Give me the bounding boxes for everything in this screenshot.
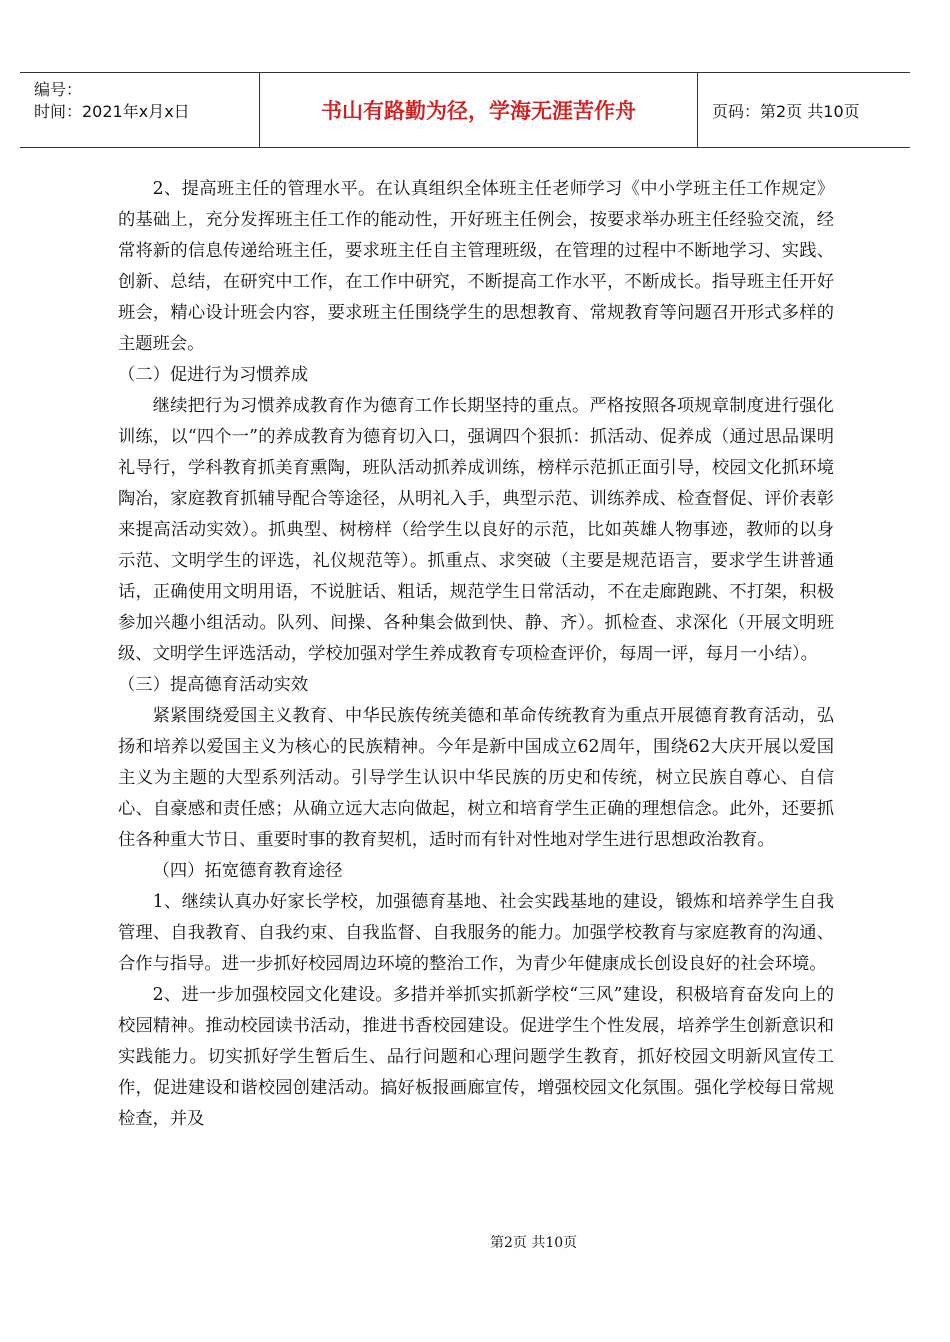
paragraph-habits: 继续把行为习惯养成教育作为德育工作长期坚持的重点。严格按照各项规章制度进行强化训练，以“四个一”的养成教育为德育切入口，强调四个狠抓：抓活动、促养成（通过思品课明礼导行，学科教育抓美育熏陶，班队活动抓养成训练，榜样示范抓正面引导，校园文化抓环境陶冶，家庭教育抓辅导配合等途径，从明礼入手，典型示范、训练养成、检查督促、评价表彰来提高活动实效）。抓典型、树榜样（给学生以良好的示范，比如英雄人物事迹，教师的以身示范、文明学生的评选，礼仪规范等）。抓重点、求突破（主要是规范语言，要求学生讲普通话，正确使用文明用语，不说脏话、粗话，规范学生日常活动，不在走廊跑跳、不打架，积极参加兴趣小组活动。队列、间操、各种集会做到快、静、齐）。抓检查、求深化（开展文明班级、文明学生评选活动，学校加强对学生养成教育专项检查评价，每周一评，每月一小结）。 xyxy=(118,396,834,664)
section-heading-4: （四）拓宽德育教育途径 xyxy=(152,861,343,881)
page-header xyxy=(20,72,910,148)
paragraph-parent-school: 1、继续认真办好家长学校，加强德育基地、社会实践基地的建设，锻炼和培养学生自我管理、自我教育、自我约束、自我监督、自我服务的能力。加强学校教育与家庭教育的沟通、合作与指导。进一步抓好校园周边环境的整治工作，为青少年健康成长创设良好的社会环境。 xyxy=(118,892,834,974)
doc-code-label: 编号： xyxy=(34,80,83,99)
paragraph-activities: 紧紧围绕爱国主义教育、中华民族传统美德和革命传统教育为重点开展德育教育活动，弘扬和培养以爱国主义为核心的民族精神。今年是新中国成立62周年，围绕62大庆开展以爱国主义为主题的大型系列活动。引导学生认识中华民族的历史和传统，树立民族自尊心、自信心、自豪感和责任感；从确立远大志向做起，树立和培育学生正确的理想信念。此外，还要抓住各种重大节日、重要时事的教育契机，适时而有针对性地对学生进行思想政治教育。 xyxy=(118,706,834,850)
document-body xyxy=(118,174,834,1135)
doc-date-label: 时间：2021年x月x日 xyxy=(34,102,190,121)
paragraph-class-teacher: 2、提高班主任的管理水平。在认真组织全体班主任老师学习《中小学班主任工作规定》的基础上，充分发挥班主任工作的能动性，开好班主任例会，按要求举办班主任经验交流，经常将新的信息传递给班主任，要求班主任自主管理班级，在管理的过程中不断地学习、实践、创新、总结，在研究中工作，在工作中研究，不断提高工作水平，不断成长。指导班主任开好班会，精心设计班会内容，要求班主任围绕学生的思想教育、常规教育等问题召开形式多样的主题班会。 xyxy=(118,179,834,354)
section-heading-2: （二）促进行为习惯养成 xyxy=(118,365,309,385)
page-footer: 第2页 共10页 xyxy=(490,1235,578,1251)
paragraph-campus-culture: 2、进一步加强校园文化建设。多措并举抓实抓新学校“三风”建设，积极培育奋发向上的校园精神。推动校园读书活动，推进书香校园建设。促进学生个性发展，培养学生创新意识和实践能力。切实抓好学生暂后生、品行问题和心理问题学生教育，抓好校园文明新风宣传工作，促进建设和谐校园创建活动。搞好板报画廊宣传，增强校园文化氛围。强化学校每日常规检查，并及 xyxy=(118,985,834,1129)
header-page-info: 页码：第2页 共10页 xyxy=(712,101,860,121)
header-meta xyxy=(20,73,260,147)
section-heading-3: （三）提高德育活动实效 xyxy=(118,675,309,695)
header-motto: 书山有路勤为径，学海无涯苦作舟 xyxy=(260,73,698,147)
